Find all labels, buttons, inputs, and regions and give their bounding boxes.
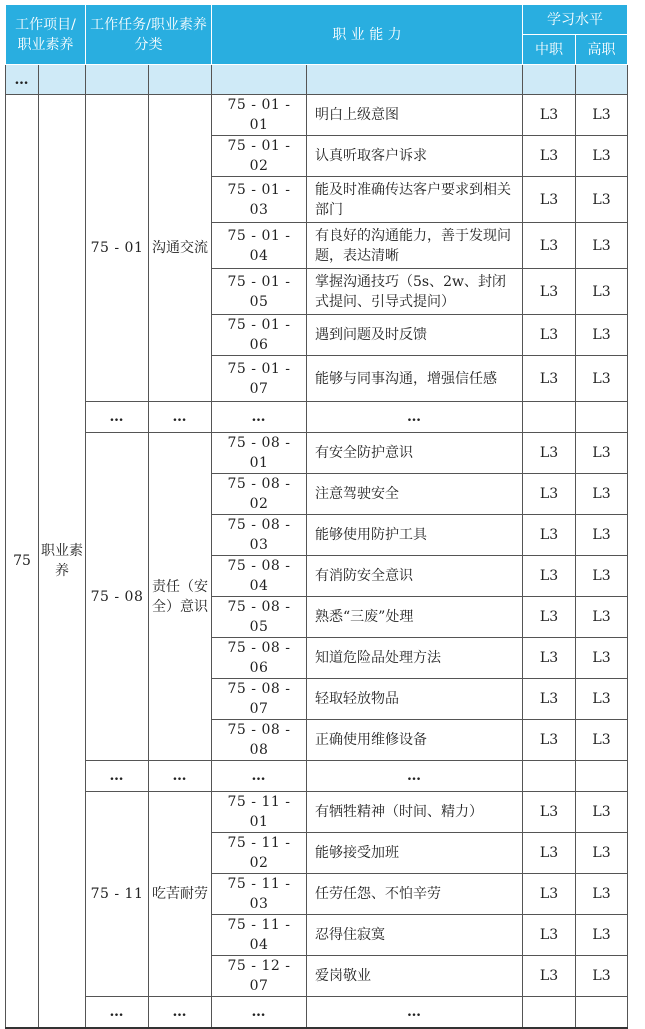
- item-code: 75: [6, 95, 39, 1028]
- ability-code: 75 - 01 - 04: [212, 223, 307, 269]
- ability-code: 75 - 08 - 06: [212, 638, 307, 679]
- ability-code: 75 - 08 - 04: [212, 556, 307, 597]
- level-high: L3: [576, 474, 628, 515]
- ability-code: 75 - 12 - 07: [212, 956, 307, 997]
- empty-cell: [523, 402, 576, 433]
- ellipsis-ability-text: …: [307, 761, 523, 792]
- ability-text: 能及时准确传达客户要求到相关部门: [307, 177, 523, 223]
- ability-code: 75 - 11 - 02: [212, 833, 307, 874]
- level-high: L3: [576, 356, 628, 402]
- level-high: L3: [576, 956, 628, 997]
- group-name: 沟通交流: [149, 95, 212, 402]
- level-high: L3: [576, 177, 628, 223]
- level-mid: L3: [523, 269, 576, 315]
- ellipsis-row: [6, 761, 628, 792]
- header-mid: 中职: [523, 35, 576, 65]
- level-mid: L3: [523, 915, 576, 956]
- ability-text: 能够与同事沟通，增强信任感: [307, 356, 523, 402]
- ability-text: 忍得住寂寞: [307, 915, 523, 956]
- ellipsis-ability-code: …: [212, 761, 307, 792]
- table-body: [6, 65, 628, 1028]
- level-mid: L3: [523, 356, 576, 402]
- ellipsis-row: [6, 997, 628, 1028]
- ability-text: 有良好的沟通能力，善于发现问题，表达清晰: [307, 223, 523, 269]
- ability-text: 能够使用防护工具: [307, 515, 523, 556]
- level-mid: L3: [523, 95, 576, 136]
- header-ability: 职 业 能 力: [212, 5, 523, 65]
- ability-code: 75 - 01 - 01: [212, 95, 307, 136]
- ability-code: 75 - 11 - 04: [212, 915, 307, 956]
- empty-cell: [39, 65, 86, 95]
- ability-code: 75 - 01 - 05: [212, 269, 307, 315]
- ability-text: 认真听取客户诉求: [307, 136, 523, 177]
- level-mid: L3: [523, 515, 576, 556]
- ability-code: 75 - 01 - 06: [212, 315, 307, 356]
- level-mid: L3: [523, 556, 576, 597]
- level-high: L3: [576, 136, 628, 177]
- ellipsis-cell: …: [6, 65, 39, 95]
- empty-cell: [86, 65, 149, 95]
- level-mid: L3: [523, 597, 576, 638]
- level-high: L3: [576, 833, 628, 874]
- table-row: [6, 792, 628, 833]
- empty-cell: [523, 997, 576, 1028]
- empty-cell: [212, 65, 307, 95]
- ability-text: 掌握沟通技巧（5s、2w、封闭式提问、引导式提问）: [307, 269, 523, 315]
- ability-code: 75 - 08 - 01: [212, 433, 307, 474]
- level-mid: L3: [523, 638, 576, 679]
- level-mid: L3: [523, 315, 576, 356]
- ability-text: 爱岗敬业: [307, 956, 523, 997]
- empty-cell: [523, 65, 576, 95]
- group-name: 责任（安全）意识: [149, 433, 212, 761]
- ability-text: 有牺牲精神（时间、精力）: [307, 792, 523, 833]
- table-row: [6, 95, 628, 136]
- level-high: L3: [576, 515, 628, 556]
- ellipsis-row: [6, 402, 628, 433]
- ability-code: 75 - 11 - 03: [212, 874, 307, 915]
- level-mid: L3: [523, 177, 576, 223]
- level-high: L3: [576, 874, 628, 915]
- empty-cell: [307, 65, 523, 95]
- level-high: L3: [576, 315, 628, 356]
- ability-text: 轻取轻放物品: [307, 679, 523, 720]
- level-mid: L3: [523, 956, 576, 997]
- group-name: 吃苦耐劳: [149, 792, 212, 997]
- level-mid: L3: [523, 474, 576, 515]
- ellipsis-group-name: …: [149, 761, 212, 792]
- level-mid: L3: [523, 433, 576, 474]
- level-mid: L3: [523, 874, 576, 915]
- ellipsis-ability-code: …: [212, 402, 307, 433]
- header-level: 学习水平: [523, 5, 628, 35]
- empty-cell: [523, 761, 576, 792]
- level-high: L3: [576, 679, 628, 720]
- level-mid: L3: [523, 223, 576, 269]
- level-mid: L3: [523, 792, 576, 833]
- empty-cell: [576, 761, 628, 792]
- header-project: 工作项目/职业素养: [6, 5, 86, 65]
- level-high: L3: [576, 269, 628, 315]
- item-name: 职业素养: [39, 95, 86, 1028]
- ability-text: 遇到问题及时反馈: [307, 315, 523, 356]
- level-mid: L3: [523, 679, 576, 720]
- ability-code: 75 - 11 - 01: [212, 792, 307, 833]
- empty-cell: [149, 65, 212, 95]
- level-high: L3: [576, 638, 628, 679]
- empty-cell: [576, 997, 628, 1028]
- level-high: L3: [576, 720, 628, 761]
- ability-code: 75 - 08 - 08: [212, 720, 307, 761]
- group-code: 75 - 11: [86, 792, 149, 997]
- level-mid: L3: [523, 833, 576, 874]
- ability-code: 75 - 08 - 07: [212, 679, 307, 720]
- level-high: L3: [576, 556, 628, 597]
- group-code: 75 - 01: [86, 95, 149, 402]
- ellipsis-group-name: …: [149, 402, 212, 433]
- header-high: 高职: [576, 35, 628, 65]
- ellipsis-row-top: [6, 65, 628, 95]
- ability-text: 熟悉“三废”处理: [307, 597, 523, 638]
- table-row: [6, 433, 628, 474]
- ellipsis-group-code: …: [86, 997, 149, 1028]
- ellipsis-group-name: …: [149, 997, 212, 1028]
- ellipsis-ability-text: …: [307, 997, 523, 1028]
- ability-code: 75 - 01 - 02: [212, 136, 307, 177]
- ability-code: 75 - 08 - 02: [212, 474, 307, 515]
- ability-text: 能够接受加班: [307, 833, 523, 874]
- ellipsis-group-code: …: [86, 761, 149, 792]
- level-high: L3: [576, 433, 628, 474]
- ability-code: 75 - 01 - 07: [212, 356, 307, 402]
- level-mid: L3: [523, 136, 576, 177]
- ability-text: 明白上级意图: [307, 95, 523, 136]
- level-high: L3: [576, 597, 628, 638]
- level-high: L3: [576, 223, 628, 269]
- ability-text: 知道危险品处理方法: [307, 638, 523, 679]
- empty-cell: [576, 65, 628, 95]
- empty-cell: [576, 402, 628, 433]
- level-mid: L3: [523, 720, 576, 761]
- competency-table: [5, 4, 628, 1029]
- ability-text: 注意驾驶安全: [307, 474, 523, 515]
- level-high: L3: [576, 792, 628, 833]
- level-high: L3: [576, 95, 628, 136]
- competency-table-container: [5, 4, 628, 1029]
- group-code: 75 - 08: [86, 433, 149, 761]
- ability-text: 有安全防护意识: [307, 433, 523, 474]
- ability-code: 75 - 08 - 05: [212, 597, 307, 638]
- ellipsis-group-code: …: [86, 402, 149, 433]
- ellipsis-ability-text: …: [307, 402, 523, 433]
- level-high: L3: [576, 915, 628, 956]
- ability-text: 任劳任怨、不怕辛劳: [307, 874, 523, 915]
- ability-code: 75 - 01 - 03: [212, 177, 307, 223]
- ability-code: 75 - 08 - 03: [212, 515, 307, 556]
- ellipsis-ability-code: …: [212, 997, 307, 1028]
- ability-text: 有消防安全意识: [307, 556, 523, 597]
- header-task: 工作任务/职业素养分类: [86, 5, 212, 65]
- ability-text: 正确使用维修设备: [307, 720, 523, 761]
